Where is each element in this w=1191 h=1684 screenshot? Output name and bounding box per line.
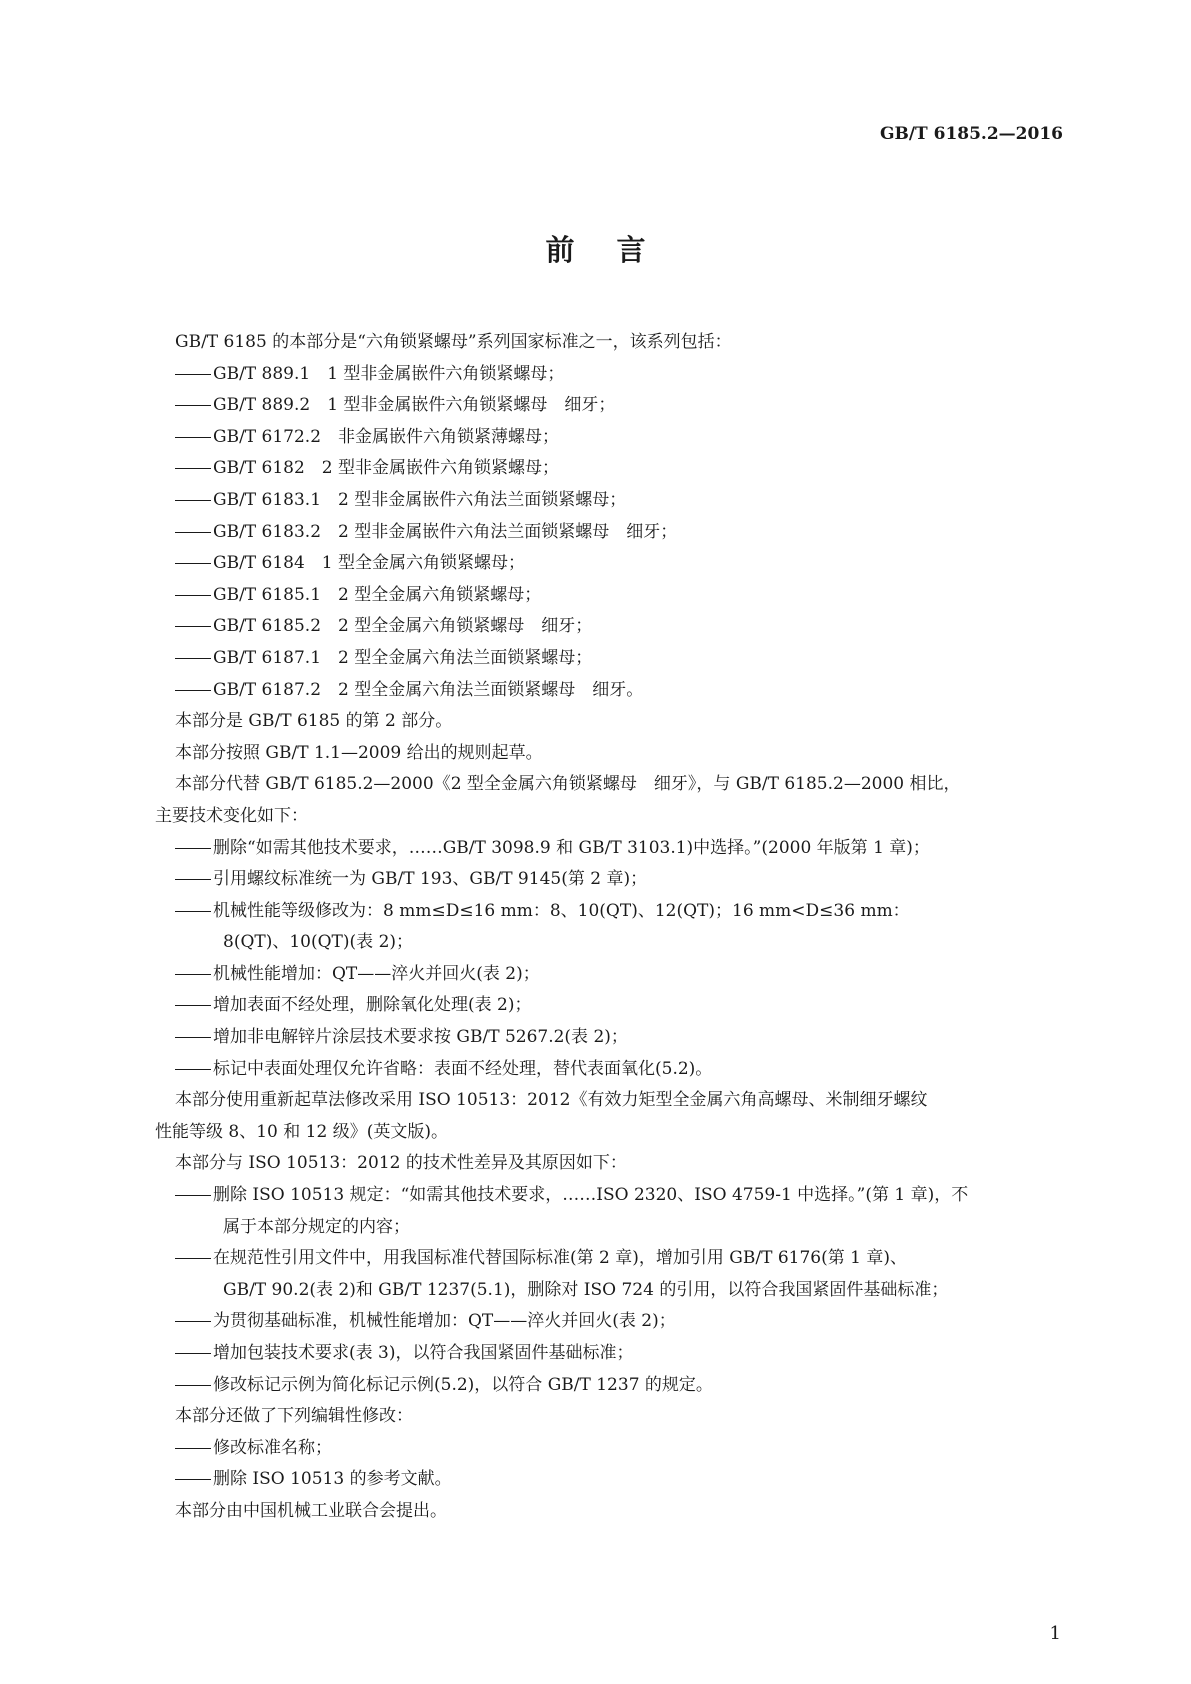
dash-mark: [175, 1448, 211, 1449]
series-item: GB/T 6183.2 2 型非金属嵌件六角法兰面锁紧螺母 细牙；: [155, 517, 1060, 549]
dash-mark: [175, 690, 211, 691]
change-item: 引用螺纹标准统一为 GB/T 193、GB/T 9145(第 2 章)；: [155, 864, 1060, 896]
drafting-rule: 本部分按照 GB/T 1.1—2009 给出的规则起草。: [175, 742, 543, 763]
editorial-item: 修改标准名称；: [155, 1433, 1060, 1465]
difference-item: 在规范性引用文件中，用我国标准代替国际标准(第 2 章)，增加引用 GB/T 6176(第 1 章)、: [155, 1243, 1060, 1275]
series-item: GB/T 6185.1 2 型全金属六角锁紧螺母；: [155, 580, 1060, 612]
series-item: GB/T 889.1 1 型非金属嵌件六角锁紧螺母；: [155, 359, 1060, 391]
adoption-paragraph: 本部分使用重新起草法修改采用 ISO 10513：2012《有效力矩型全金属六角高螺母、米制细牙螺纹: [175, 1090, 928, 1111]
dash-mark: [175, 1385, 211, 1386]
difference-item-cont: 属于本部分规定的内容；: [223, 1216, 410, 1237]
differences-intro: 本部分与 ISO 10513：2012 的技术性差异及其原因如下：: [175, 1153, 627, 1174]
series-item: GB/T 6187.1 2 型全金属六角法兰面锁紧螺母；: [155, 643, 1060, 675]
series-item: GB/T 6187.2 2 型全金属六角法兰面锁紧螺母 细牙。: [155, 675, 1060, 707]
change-item: 机械性能增加：QT——淬火并回火(表 2)；: [155, 959, 1060, 991]
change-item: 标记中表面处理仅允许省略：表面不经处理，替代表面氧化(5.2)。: [155, 1054, 1060, 1086]
dash-mark: [175, 1037, 211, 1038]
series-item: GB/T 6183.1 2 型非金属嵌件六角法兰面锁紧螺母；: [155, 485, 1060, 517]
change-item: 增加表面不经处理，删除氧化处理(表 2)；: [155, 990, 1060, 1022]
series-item: GB/T 6185.2 2 型全金属六角锁紧螺母 细牙；: [155, 611, 1060, 643]
dash-mark: [175, 1321, 211, 1322]
dash-mark: [175, 1258, 211, 1259]
page-title: 前言: [545, 233, 688, 267]
part-statement: 本部分是 GB/T 6185 的第 2 部分。: [175, 711, 453, 732]
dash-mark: [175, 374, 211, 375]
dash-mark: [175, 879, 211, 880]
difference-item-cont: GB/T 90.2(表 2)和 GB/T 1237(5.1)，删除对 ISO 724 的引用，以符合我国紧固件基础标准；: [223, 1279, 949, 1300]
dash-mark: [175, 563, 211, 564]
dash-mark: [175, 437, 211, 438]
dash-mark: [175, 1353, 211, 1354]
dash-mark: [175, 848, 211, 849]
series-item: GB/T 889.2 1 型非金属嵌件六角锁紧螺母 细牙；: [155, 390, 1060, 422]
dash-mark: [175, 974, 211, 975]
intro-paragraph: GB/T 6185 的本部分是“六角锁紧螺母”系列国家标准之一，该系列包括：: [175, 332, 732, 352]
replaces-paragraph-cont: 主要技术变化如下：: [155, 805, 308, 826]
series-item: GB/T 6184 1 型全金属六角锁紧螺母；: [155, 548, 1060, 580]
series-item: GB/T 6172.2 非金属嵌件六角锁紧薄螺母；: [155, 422, 1060, 454]
change-item: 增加非电解锌片涂层技术要求按 GB/T 5267.2(表 2)；: [155, 1022, 1060, 1054]
series-item: GB/T 6182 2 型非金属嵌件六角锁紧螺母；: [155, 453, 1060, 485]
foreword-body: [155, 327, 1060, 1528]
change-item: 删除“如需其他技术要求，……GB/T 3098.9 和 GB/T 3103.1)中选择。”(2000 年版第 1 章)；: [155, 833, 1060, 865]
dash-mark: [175, 626, 211, 627]
difference-item: 增加包装技术要求(表 3)，以符合我国紧固件基础标准；: [155, 1338, 1060, 1370]
dash-mark: [175, 595, 211, 596]
dash-mark: [175, 405, 211, 406]
dash-mark: [175, 1069, 211, 1070]
proposer-statement: 本部分由中国机械工业联合会提出。: [175, 1500, 447, 1521]
editorial-intro: 本部分还做了下列编辑性修改：: [175, 1406, 413, 1427]
document-code: GB/T 6185.2—2016: [879, 124, 1063, 144]
difference-item: 为贯彻基础标准，机械性能增加：QT——淬火并回火(表 2)；: [155, 1306, 1060, 1338]
dash-mark: [175, 1005, 211, 1006]
editorial-item: 删除 ISO 10513 的参考文献。: [155, 1464, 1060, 1496]
dash-mark: [175, 1479, 211, 1480]
adoption-paragraph-cont: 性能等级 8、10 和 12 级》(英文版)。: [155, 1121, 448, 1142]
change-item: 机械性能等级修改为：8 mm≤D≤16 mm：8、10(QT)、12(QT)；16 mm<D≤36 mm：: [155, 896, 1060, 928]
dash-mark: [175, 500, 211, 501]
dash-mark: [175, 658, 211, 659]
dash-mark: [175, 1195, 211, 1196]
change-item-cont: 8(QT)、10(QT)(表 2)；: [223, 932, 414, 953]
difference-item: 修改标记示例为简化标记示例(5.2)，以符合 GB/T 1237 的规定。: [155, 1370, 1060, 1402]
dash-mark: [175, 468, 211, 469]
page-number: 1: [1049, 1623, 1061, 1644]
difference-item: 删除 ISO 10513 规定：“如需其他技术要求，……ISO 2320、ISO 4759-1 中选择。”(第 1 章)，不: [155, 1180, 1060, 1212]
dash-mark: [175, 532, 211, 533]
replaces-paragraph: 本部分代替 GB/T 6185.2—2000《2 型全金属六角锁紧螺母 细牙》，与 GB/T 6185.2—2000 相比，: [175, 774, 961, 795]
dash-mark: [175, 911, 211, 912]
